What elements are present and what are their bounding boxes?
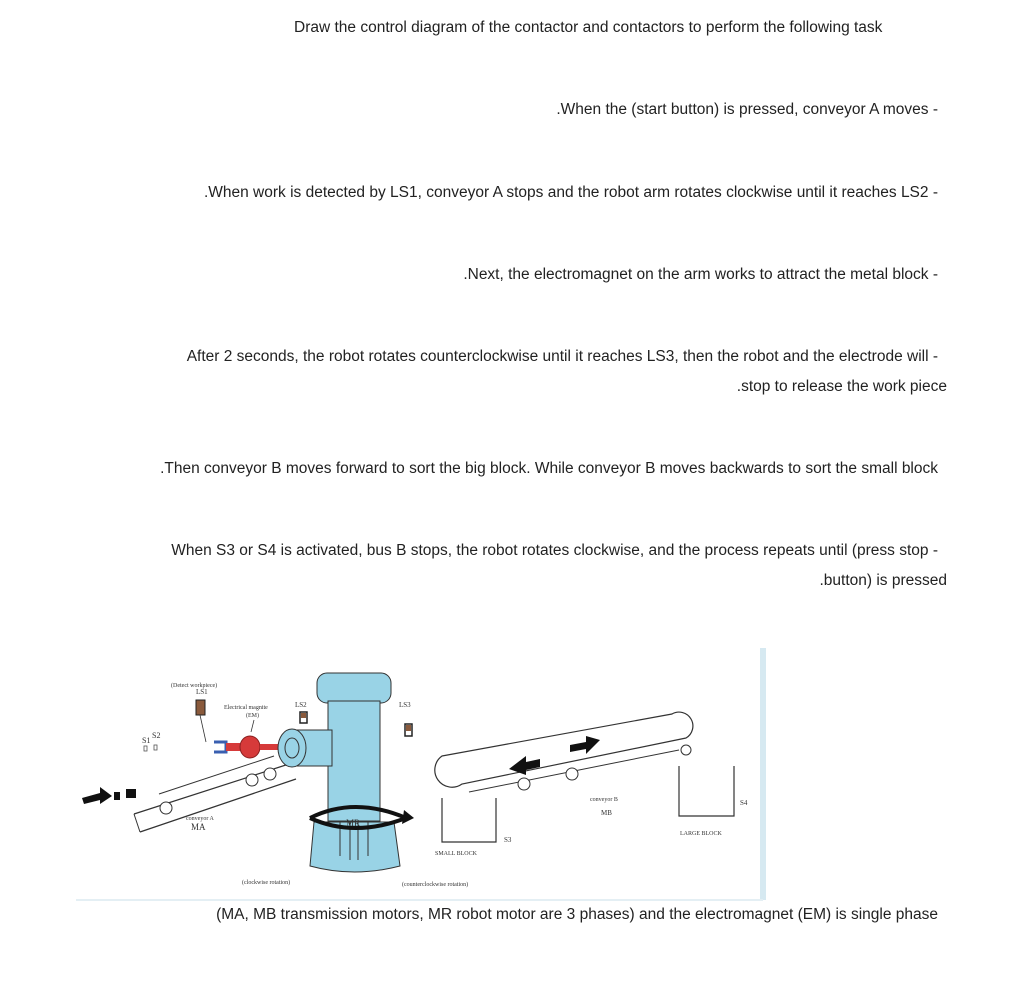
cw-label: (clockwise rotation) (242, 880, 291, 886)
task-line-6: When S3 or S4 is activated, bus B stops, the robot rotates clockwise, and the process repeats until (press stop - (171, 542, 938, 559)
ls1-sensor (196, 700, 205, 715)
task-line-1: .When the (start button) is pressed, conveyor A moves - (556, 101, 938, 118)
figure-caption: (MA, MB transmission motors, MR robot motor are 3 phases) and the electromagnet (EM) is single phase (216, 906, 938, 923)
mb-label: MB (601, 809, 612, 817)
ls1-label: LS1 (196, 688, 208, 696)
ls3-label: LS3 (399, 701, 411, 709)
s3-label: S3 (504, 836, 512, 844)
task-line-6-cont: .button) is pressed (819, 572, 947, 589)
mr-label: MR (346, 818, 361, 828)
conveyor-a-label: conveyor A (186, 816, 214, 822)
process-figure (74, 646, 774, 904)
task-line-2: .When work is detected by LS1, conveyor A stops and the robot arm rotates clockwise until it reaches LS2 - (203, 184, 938, 201)
small-block-label: SMALL BLOCK (435, 851, 477, 857)
ccw-label: (counterclockwise rotation) (402, 882, 469, 888)
s1-label: S1 (142, 736, 151, 745)
conveyor-b-label: conveyor B (590, 797, 618, 803)
s2-label: S2 (152, 731, 161, 740)
task-line-5: .Then conveyor B moves forward to sort the big block. While conveyor B moves backwards to sort the small block (160, 460, 938, 477)
document-title: Draw the control diagram of the contactor and contactors to perform the following task (294, 19, 883, 36)
detect-label: (Detect workpiece) (171, 683, 218, 689)
s4-label: S4 (740, 799, 748, 807)
ls2-label: LS2 (295, 701, 307, 709)
ma-label: MA (191, 822, 206, 832)
task-line-4: After 2 seconds, the robot rotates counterclockwise until it reaches LS3, then the robot and the electrode will - (186, 348, 938, 365)
task-line-4-cont: .stop to release the work piece (736, 378, 947, 395)
task-line-3: .Next, the electromagnet on the arm works to attract the metal block - (463, 266, 938, 283)
em-label: (EM) (246, 713, 259, 719)
em-name-label: Electrical magnite (224, 705, 268, 711)
large-block-label: LARGE BLOCK (680, 831, 722, 837)
